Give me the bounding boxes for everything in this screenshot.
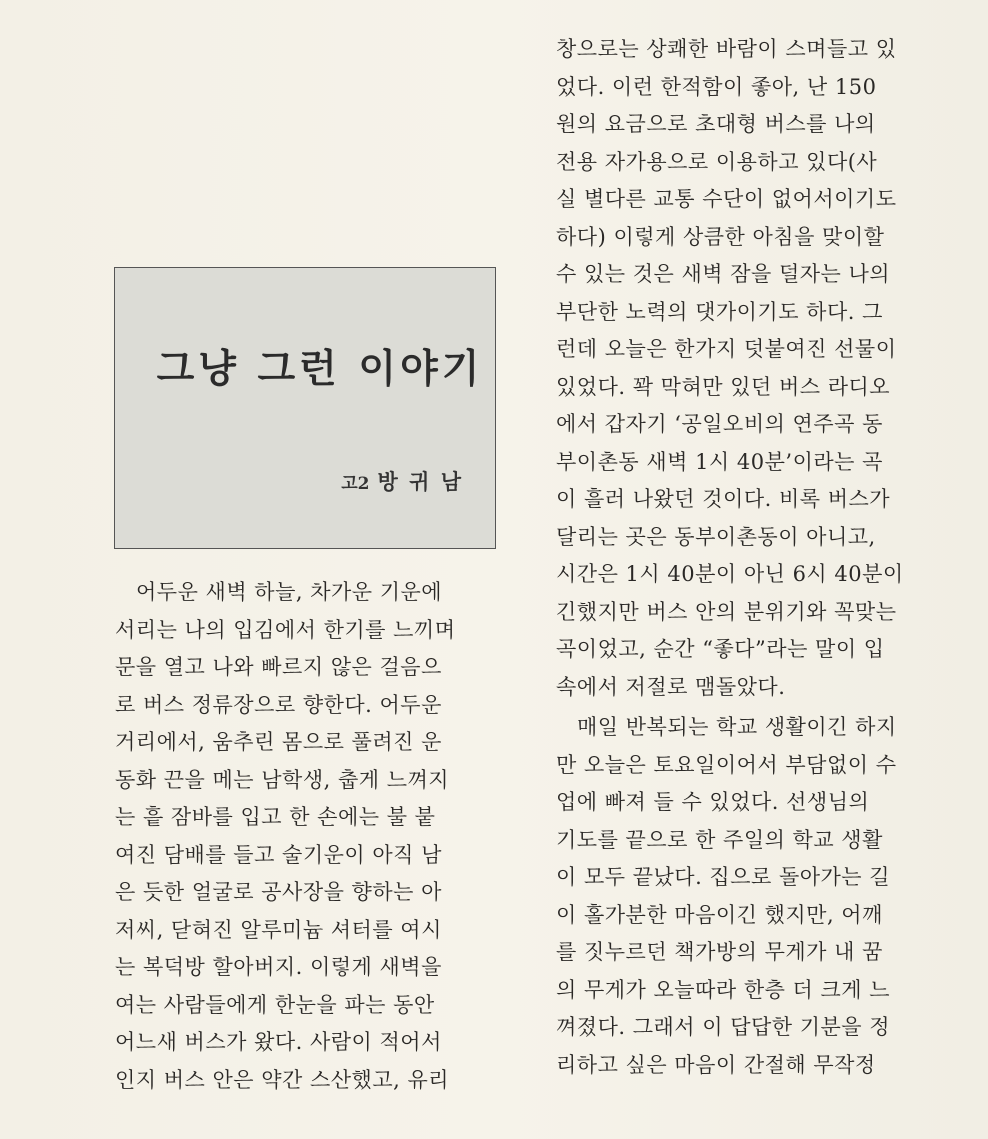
text-line: 달리는 곳은 동부이촌동이 아니고, (556, 524, 876, 549)
text-line: 긴했지만 버스 안의 분위기와 꼭맞는 (556, 599, 897, 624)
title-box (114, 267, 496, 549)
text-line: 업에 빠져 들 수 있었다. 선생님의 (556, 790, 870, 814)
text-line: 이 홀가분한 마음이긴 했지만, 어깨 (556, 902, 883, 927)
text-line: 서리는 나의 입김에서 한기를 느끼며 (115, 617, 456, 642)
text-line: 원의 요금으로 초대형 버스를 나의 (556, 112, 876, 136)
text-line: 부이촌동 새벽 1시 40분’이라는 곡 (556, 449, 883, 474)
text-line: 의 무게가 오늘따라 한층 더 크게 느 (556, 977, 891, 1002)
text-line: 여는 사람들에게 한눈을 파는 동안 (115, 992, 435, 1017)
text-line: 실 별다른 교통 수단이 없어서이기도 (556, 187, 897, 211)
text-line: 저씨, 닫혀진 알루미늄 셔터를 여시 (115, 917, 442, 942)
article-title: 그냥 그런 이야기 (156, 346, 484, 392)
text-line: 에서 갑자기 ‘공일오비의 연주곡 동 (556, 412, 883, 436)
text-line: 인지 버스 안은 약간 스산했고, 유리 (115, 1067, 450, 1092)
text-line: 이 흘러 나왔던 것이다. 비록 버스가 (556, 487, 891, 511)
text-line: 는 흩 잠바를 입고 한 손에는 불 붙 (115, 805, 436, 829)
text-line: 껴졌다. 그래서 이 답답한 기분을 정 (556, 1015, 891, 1039)
text-line: 를 짓누르던 책가방의 무게가 내 꿈 (556, 940, 883, 964)
text-line: 어두운 새벽 하늘, 차가운 기운에 (136, 580, 443, 604)
author-byline (341, 466, 463, 496)
text-line: 문을 열고 나와 빠르지 않은 걸음으 (115, 655, 442, 679)
text-line: 창으로는 상쾌한 바람이 스며들고 있 (556, 37, 897, 61)
author-name: 방 귀 남 (377, 469, 463, 494)
text-line: 속에서 저절로 맴돌았다. (556, 674, 786, 699)
text-line: 있었다. 꽉 막혀만 있던 버스 라디오 (556, 374, 891, 399)
text-line: 런데 오늘은 한가지 덧붙여진 선물이 (556, 337, 897, 361)
text-line: 시간은 1시 40분이 아닌 6시 40분이 (556, 562, 904, 586)
text-line: 로 버스 정류장으로 향한다. 어두운 (115, 692, 442, 717)
text-line: 수 있는 것은 새벽 잠을 덜자는 나의 (556, 262, 891, 286)
text-line: 동화 끈을 메는 남학생, 춥게 느껴지 (115, 767, 450, 792)
right-column (556, 31, 936, 1084)
left-column (115, 574, 495, 1099)
text-line: 부단한 노력의 댓가이기도 하다. 그 (556, 299, 883, 324)
text-line: 하다) 이렇게 상큼한 아침을 맞이할 (556, 224, 885, 249)
text-line: 었다. 이런 한적함이 좋아, 난 150 (556, 74, 877, 99)
text-line: 이 모두 끝났다. 집으로 돌아가는 길 (556, 865, 891, 889)
text-line: 여진 담배를 들고 술기운이 아직 남 (115, 842, 442, 867)
text-line: 어느새 버스가 왔다. 사람이 적어서 (115, 1030, 442, 1054)
text-line: 은 듯한 얼굴로 공사장을 향하는 아 (115, 880, 442, 904)
text-line: 는 복덕방 할아버지. 이렇게 새벽을 (115, 955, 442, 979)
text-line: 기도를 끝으로 한 주일의 학교 생활 (556, 827, 883, 852)
text-line: 전용 자가용으로 이용하고 있다(사 (556, 149, 878, 174)
text-line: 곡이었고, 순간 “좋다”라는 말이 입 (556, 637, 885, 661)
text-line: 리하고 싶은 마음이 간절해 무작정 (556, 1052, 876, 1077)
author-grade: 고2 (341, 474, 370, 494)
text-line: 매일 반복되는 학교 생활이긴 하지 (577, 715, 897, 739)
text-line: 만 오늘은 토요일이어서 부담없이 수 (556, 752, 897, 777)
text-line: 거리에서, 움추린 몸으로 풀려진 운 (115, 730, 442, 754)
